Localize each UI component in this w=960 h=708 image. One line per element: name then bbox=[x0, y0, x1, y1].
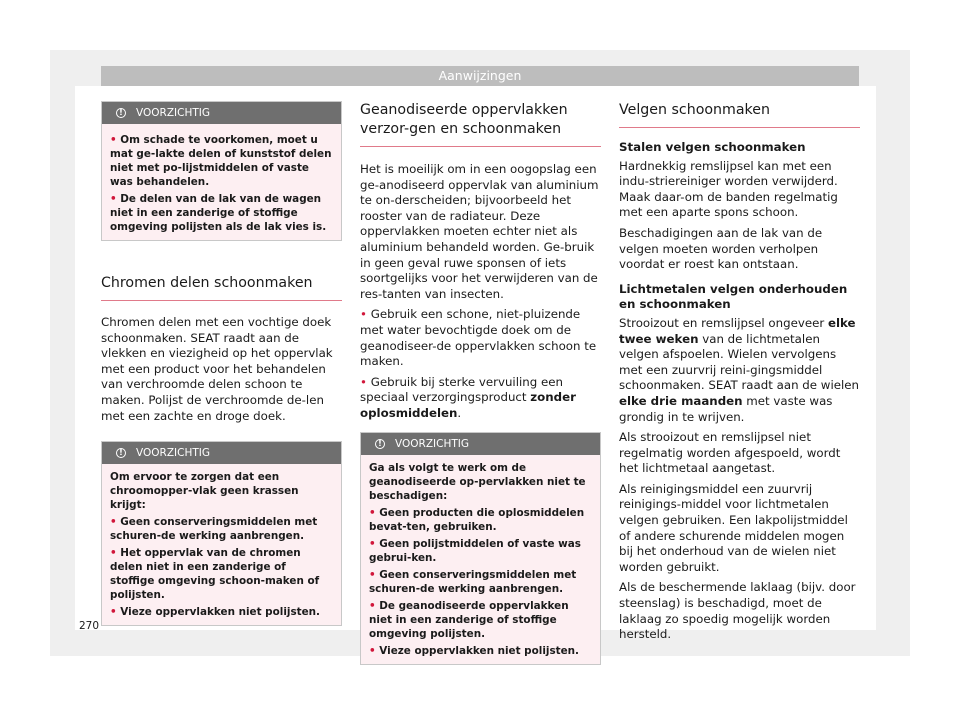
warning-header bbox=[102, 102, 341, 124]
warning-body bbox=[361, 455, 600, 664]
warning-label: VOORZICHTIG bbox=[136, 447, 210, 460]
bullet-item: • Gebruik bij sterke vervuiling een speciaal verzorgingsproduct zonder oplosmiddelen. bbox=[360, 374, 576, 420]
paragraph: Chromen delen met een vochtige doek schoonmaken. SEAT raadt aan de vlekken en viezigheid op het oppervlak met een product voor het behandelen van verchroomde delen schoon te maken. Polijst de verchroomde de-len met een zachte en droge doek. bbox=[101, 315, 333, 423]
warning-item: • Geen polijstmiddelen of vaste was gebrui-ken. bbox=[369, 537, 581, 564]
subheading: Lichtmetalen velgen onderhouden en schoonmaken bbox=[619, 281, 848, 312]
subheading: Stalen velgen schoonmaken bbox=[619, 140, 806, 154]
section-title: Velgen schoonmaken bbox=[619, 101, 860, 128]
warning-icon: ! bbox=[375, 439, 385, 449]
column-2 bbox=[360, 101, 601, 665]
warning-item: • Geen producten die oplosmiddelen bevat-ten, gebruiken. bbox=[369, 506, 585, 533]
warning-label: VOORZICHTIG bbox=[136, 107, 210, 119]
warning-header bbox=[361, 433, 600, 455]
paragraph: Als de beschermende laklaag (bijv. door steenslag) is beschadigd, moet de laklaag zo spoedig mogelijk worden hersteld. bbox=[619, 580, 856, 642]
paragraph: Het is moeilijk om in een oogopslag een ge-anodiseerd oppervlak van aluminium te on-derscheiden; bijvoorbeeld het rooster van de radiateur. Deze oppervlakken moeten echter niet als aluminium behandeld worden. Ge-bruik in geen geval ruwe sponsen of iets soortgelijks voor het verwijderen van de res-tanten van insecten. bbox=[360, 162, 599, 301]
paragraph: Beschadigingen aan de lak van de velgen moeten worden verholpen voordat er roest kan ontstaan. bbox=[619, 225, 823, 272]
warning-header bbox=[102, 442, 341, 464]
column-1 bbox=[101, 101, 342, 626]
paragraph: Als strooizout en remslijpsel niet regelmatig worden afgespoeld, wordt het lichtmetaal aangetast. bbox=[619, 430, 841, 476]
warning-intro: Om ervoor te zorgen dat een chroomopper-vlak geen krassen krijgt: bbox=[110, 471, 299, 512]
warning-label: VOORZICHTIG bbox=[395, 437, 469, 450]
paragraph: Hardnekkig remslijpsel kan met een indu-striereiniger worden verwijderd. Maak daar-om de banden regelmatig met een aparte spons schoon. bbox=[619, 158, 838, 220]
paragraph: Als reinigingsmiddel een zuurvrij reinigings-middel voor lichtmetalen velgen gebruiken. Een lakpolijstmiddel of andere schurende middelen mogen bij het onderhoud van de wielen niet worden gebruikt. bbox=[619, 481, 848, 574]
warning-item: • Om schade te voorkomen, moet u mat ge-lakte delen of kunststof delen niet met po-lijstmiddelen of vaste was behandelen. bbox=[110, 134, 332, 188]
warning-intro: Ga als volgt te werk om de geanodiseerde op-pervlakken niet te beschadigen: bbox=[369, 461, 586, 502]
warning-box bbox=[360, 432, 601, 665]
warning-item: • De geanodiseerde oppervlakken niet in een zanderige of stoffige omgeving polijsten. bbox=[369, 599, 569, 640]
warning-item: • Geen conserveringsmiddelen met schuren-de werking aanbrengen. bbox=[110, 516, 318, 543]
page-number: 270 bbox=[79, 620, 100, 632]
column-3 bbox=[619, 101, 860, 648]
warning-icon: ! bbox=[116, 108, 126, 118]
warning-item: • De delen van de lak van de wagen niet in een zanderige of stoffige omgeving polijsten als de lak vies is. bbox=[110, 193, 327, 233]
bullet-item: • Gebruik een schone, niet-pluizende met water bevochtigde doek om de geanodiseer-de oppervlakken schoon te maken. bbox=[360, 307, 597, 369]
paragraph: Strooizout en remslijpsel ongeveer elke twee weken van de lichtmetalen velgen afspoelen. Wielen vervolgens met een zuurvrij reini-gingsmiddel schoonmaken. SEAT raadt aan de wielen elke drie maanden met vaste was grondig in te wrijven. bbox=[619, 315, 859, 424]
warning-item: • Geen conserveringsmiddelen met schuren-de werking aanbrengen. bbox=[369, 568, 577, 595]
warning-icon: ! bbox=[116, 448, 126, 458]
warning-box bbox=[101, 101, 342, 241]
warning-item: • Vieze oppervlakken niet polijsten. bbox=[110, 606, 320, 619]
warning-item: • Vieze oppervlakken niet polijsten. bbox=[369, 644, 579, 657]
section-title: Geanodiseerde oppervlakken verzor-gen en schoonmaken bbox=[360, 101, 601, 147]
warning-body bbox=[102, 124, 341, 240]
warning-item: • Het oppervlak van de chromen delen niet in een zanderige of stoffige omgeving schoon-maken of polijsten. bbox=[110, 547, 320, 602]
warning-body bbox=[102, 464, 341, 625]
warning-box bbox=[101, 441, 342, 626]
page-header: Aanwijzingen bbox=[101, 66, 859, 86]
section-title: Chromen delen schoonmaken bbox=[101, 274, 342, 301]
